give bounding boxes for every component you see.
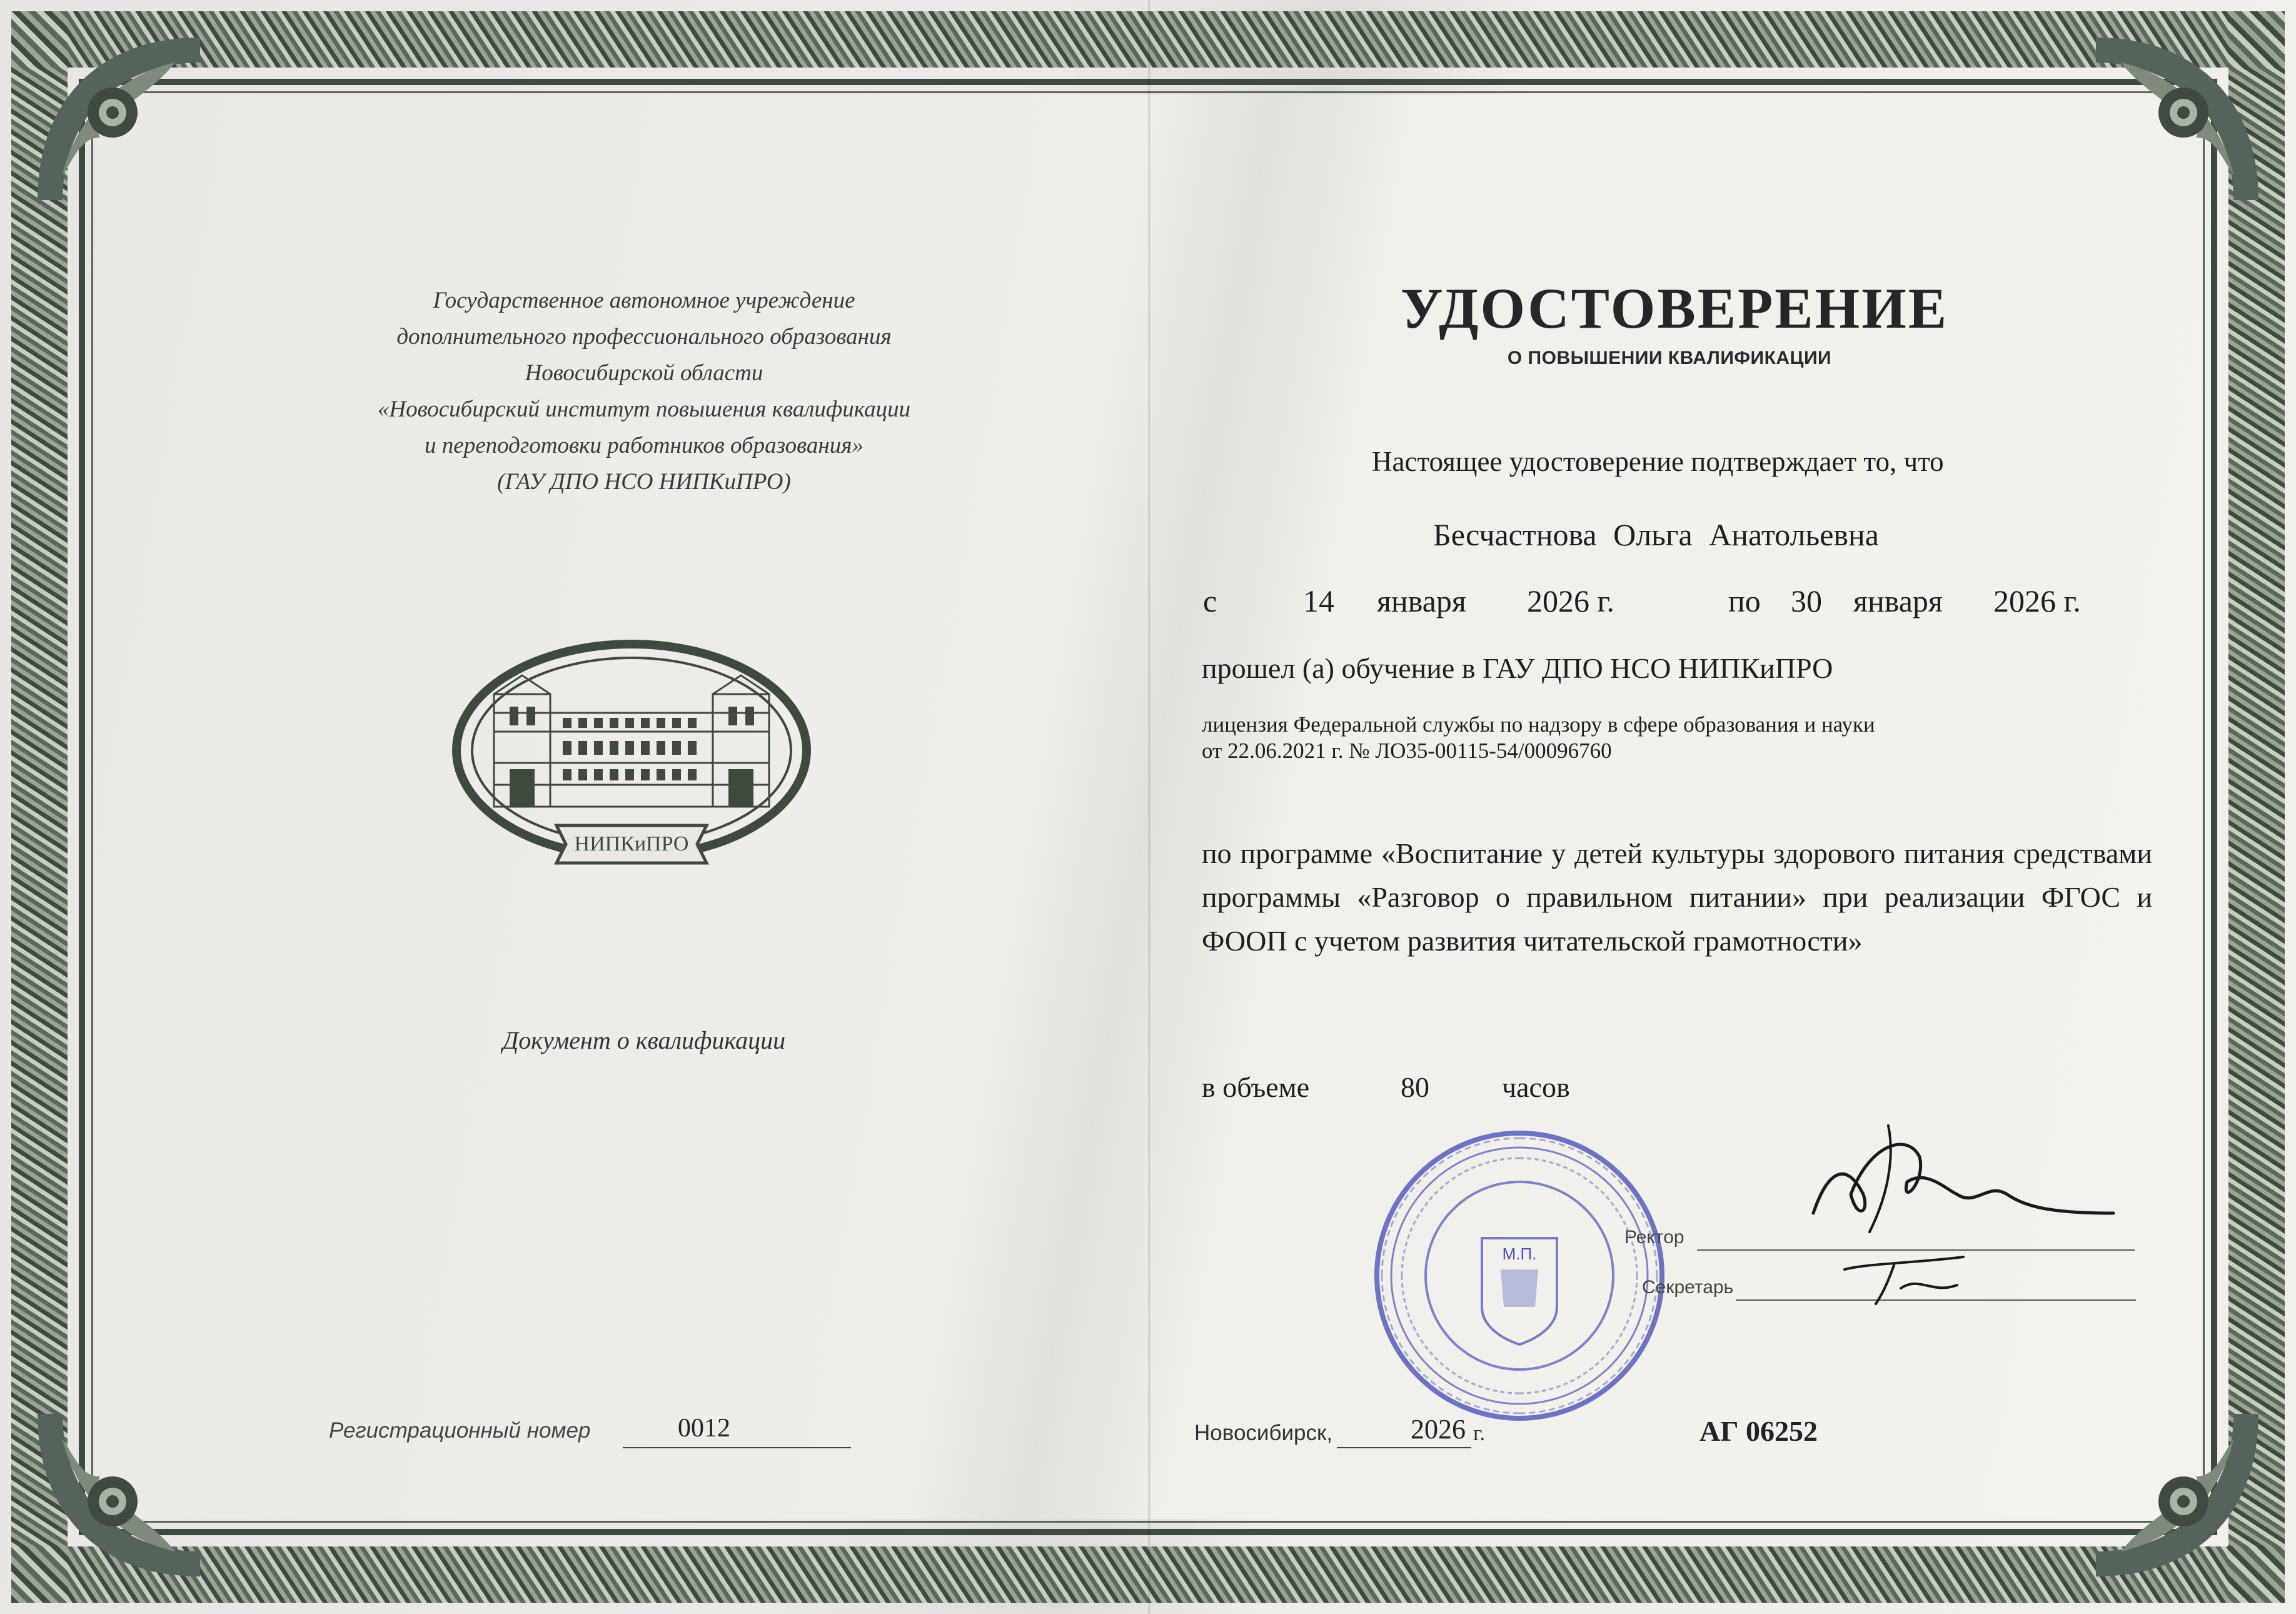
- license-line: лицензия Федеральной службы по надзору в сфере образования и науки: [1202, 712, 1875, 737]
- from-month: января: [1377, 583, 1466, 618]
- volume-row: [1202, 1071, 1639, 1108]
- institution-line: Новосибирской области: [525, 360, 763, 386]
- certificate-title: УДОСТОВЕРЕНИЕ: [1401, 276, 1949, 340]
- license-line: от 22.06.2021 г. № ЛО35-00115-54/00096760: [1202, 739, 1612, 763]
- rector-handwritten-signature: [1801, 1119, 2126, 1244]
- to-word: по: [1728, 583, 1761, 618]
- registration-number-row: [329, 1414, 854, 1456]
- secretary-handwritten-signature: [1838, 1251, 1976, 1307]
- series-number: АГ 06252: [1699, 1415, 1818, 1447]
- trained-text: прошел (а) обучение в ГАУ ДПО НСО НИПКиПРО: [1202, 652, 1833, 684]
- official-seal-stamp: [1363, 1119, 1676, 1432]
- acanthus-corner-ornament-icon: [25, 1401, 213, 1589]
- from-day: 14: [1303, 583, 1334, 618]
- rector-label: Ректор: [1624, 1227, 1684, 1248]
- institution-line: (ГАУ ДПО НСО НИПКиПРО): [497, 469, 791, 495]
- issue-place-date: [1194, 1414, 1632, 1456]
- institution-line: и переподготовки работников образования»: [425, 433, 864, 458]
- person-name: Бесчастнова Ольга Анатольевна: [1433, 517, 1879, 552]
- volume-hours: 80: [1401, 1071, 1429, 1103]
- confirm-text: Настоящее удостоверение подтверждает то, что: [1372, 446, 1944, 477]
- from-word: с: [1203, 583, 1217, 618]
- volume-label: в объеме: [1202, 1071, 1310, 1103]
- acanthus-corner-ornament-icon: [2083, 25, 2271, 213]
- certificate-subtitle: О ПОВЫШЕНИИ КВАЛИФИКАЦИИ: [1507, 348, 1832, 368]
- emblem-banner-text: НИПКиПРО: [574, 832, 689, 855]
- registration-underline: [623, 1447, 851, 1448]
- institution-name: [288, 283, 1000, 500]
- to-month: января: [1853, 583, 1943, 618]
- stamp-center-text: М.П.: [1502, 1244, 1537, 1263]
- issue-year-underline: [1337, 1447, 1471, 1448]
- license-info: [1202, 712, 1875, 764]
- institution-line: дополнительного профессионального образования: [396, 324, 892, 350]
- year-suffix: г.: [1473, 1421, 1486, 1445]
- center-fold: [1148, 0, 1151, 1614]
- acanthus-corner-ornament-icon: [2083, 1401, 2271, 1589]
- program-text: по программе «Воспитание у детей культуры здорового питания средствами программы «Разговор о правильном питании» при реализации ФГОС и ФООП с учетом развития читательской грамотности»: [1202, 837, 2152, 957]
- volume-unit: часов: [1502, 1071, 1570, 1103]
- to-day: 30: [1791, 583, 1822, 618]
- training-period: [1203, 583, 2110, 627]
- issue-city: Новосибирск,: [1194, 1421, 1333, 1445]
- registration-label: Регистрационный номер: [329, 1418, 591, 1443]
- secretary-label: Секретарь: [1642, 1277, 1734, 1298]
- registration-number: 0012: [678, 1414, 730, 1443]
- institution-line: «Новосибирский институт повышения квалификации: [377, 396, 911, 422]
- institute-building-emblem: [450, 638, 813, 888]
- issue-year: 2026: [1411, 1414, 1466, 1445]
- document-kind: Документ о квалификации: [502, 1026, 786, 1054]
- institution-line: Государственное автономное учреждение: [433, 288, 855, 313]
- to-year: 2026 г.: [1993, 583, 2081, 618]
- acanthus-corner-ornament-icon: [25, 25, 213, 213]
- from-year: 2026 г.: [1527, 583, 1614, 618]
